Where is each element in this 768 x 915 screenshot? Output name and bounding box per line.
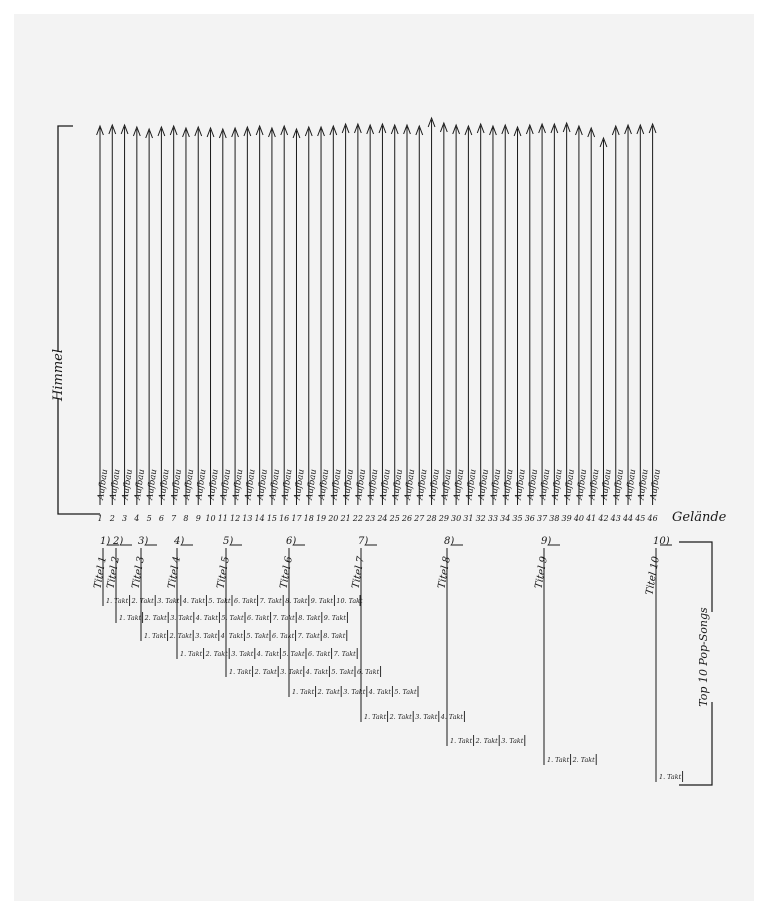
song-group [130, 536, 346, 641]
column-number: 32 [475, 514, 486, 523]
column-label: Aufbau [292, 468, 307, 501]
column-label: Aufbau [157, 468, 172, 501]
takt-label: 3. Takt [157, 597, 180, 605]
column-label: Aufbau [366, 468, 381, 501]
takt-label: 4. Takt [182, 597, 205, 605]
takt-label: 5. Takt [208, 597, 231, 605]
takt-label: 3. Takt [280, 668, 303, 676]
takt-label: 5. Takt [331, 668, 354, 676]
takt-label: 8. Takt [298, 614, 321, 622]
song-title: Titel 6 [278, 555, 295, 590]
column-number: 4 [134, 514, 140, 523]
column-number: 17 [291, 514, 302, 523]
column-label: Aufbau [96, 468, 111, 501]
song-number: 4) [174, 536, 185, 547]
column-label: Aufbau [489, 468, 504, 501]
takt-label: 5. Takt [246, 632, 269, 640]
column-number: 2 [109, 514, 115, 523]
takt-label: 10. Takt [336, 597, 363, 605]
song-number: 8) [444, 536, 455, 547]
takt-label: 3. Takt [195, 632, 218, 640]
column-number: 46 [647, 514, 658, 523]
column-label: Aufbau [108, 468, 123, 501]
takt-label: 5. Takt [221, 614, 244, 622]
column-number: 31 [463, 514, 474, 523]
column-number: 41 [586, 514, 597, 523]
column-number: 37 [536, 514, 548, 523]
song-group [644, 536, 682, 782]
column-number: 7 [171, 514, 177, 523]
song-title: Titel 3 [130, 555, 147, 590]
column-label: Aufbau [169, 468, 184, 501]
column-label: Aufbau [415, 468, 430, 501]
column-label: Aufbau [452, 468, 467, 501]
column-label: Aufbau [145, 468, 160, 501]
column-label: Aufbau [218, 468, 234, 501]
column-number: 3 [122, 514, 128, 523]
song-title: Titel 5 [215, 555, 232, 590]
column-number: 20 [328, 514, 339, 523]
column-number: 22 [352, 514, 363, 523]
takt-label: 6. Takt [357, 668, 380, 676]
takt-label: 1. Takt [229, 668, 252, 676]
column-number: 42 [598, 514, 609, 523]
column-number: 30 [451, 514, 462, 523]
column-number: 21 [340, 514, 351, 523]
column-label: Aufbau [550, 468, 565, 501]
column-label: Aufbau [624, 468, 639, 501]
column-number: 26 [401, 514, 413, 523]
takt-label: 1. Takt [144, 632, 167, 640]
column-label: Aufbau [341, 468, 356, 501]
column-label: Aufbau [267, 468, 283, 501]
column-number: 24 [377, 514, 388, 523]
song-title: Titel 9 [533, 555, 550, 590]
column-label: Aufbau [243, 468, 258, 501]
column-label: Aufbau [476, 468, 491, 501]
takt-label: 2. Takt [205, 650, 228, 658]
takt-label: 3. Takt [170, 614, 193, 622]
takt-label: 2. Takt [144, 614, 167, 622]
takt-label: 2. Takt [131, 597, 154, 605]
column-number: 27 [414, 514, 425, 523]
takt-label: 6. Takt [247, 614, 270, 622]
column-label: Aufbau [439, 468, 455, 501]
song-number: 10) [653, 536, 670, 547]
song-title: Titel 1 [92, 555, 109, 590]
takt-label: 4. Takt [220, 632, 243, 640]
column-label: Aufbau [574, 468, 590, 501]
takt-label: 4. Takt [368, 688, 391, 696]
takt-label: 2. Takt [254, 668, 277, 676]
takt-label: 7. Takt [333, 650, 356, 658]
column-label: Aufbau [562, 468, 577, 501]
takt-label: 8. Takt [285, 597, 308, 605]
column-number: 33 [487, 514, 499, 523]
column-label: Aufbau [599, 468, 614, 501]
takt-label: 1. Takt [180, 650, 203, 658]
column-label: Aufbau [587, 468, 602, 501]
column-number: 6 [158, 514, 164, 523]
song-number: 3) [138, 536, 149, 547]
column-number: 1 [97, 514, 103, 523]
column-number: 39 [561, 514, 572, 523]
column-label: Aufbau [538, 468, 553, 501]
takt-label: 5. Takt [394, 688, 417, 696]
takt-label: 1. Takt [450, 737, 473, 745]
song-title: Titel 10 [644, 555, 662, 596]
left-bracket [51, 126, 100, 514]
takt-label: 2. Takt [389, 713, 412, 721]
column-label: Aufbau [525, 468, 541, 501]
takt-label: 7. Takt [272, 614, 295, 622]
takt-label: 4. Takt [195, 614, 218, 622]
song-number: 6) [286, 536, 297, 547]
column-label: Aufbau [231, 468, 246, 501]
song-staircase-group [92, 536, 682, 782]
takt-label: 2. Takt [169, 632, 192, 640]
takt-label: 1. Takt [106, 597, 129, 605]
column-label: Aufbau [329, 468, 344, 501]
column-label: Aufbau [378, 468, 393, 501]
takt-label: 9. Takt [310, 597, 333, 605]
column-label: Aufbau [427, 468, 442, 501]
column-label: Aufbau [648, 468, 663, 501]
column-label: Aufbau [353, 468, 369, 501]
column-number: 19 [315, 514, 327, 523]
takt-label: 2. Takt [317, 688, 340, 696]
column-number: 5 [146, 514, 152, 523]
column-number: 18 [303, 514, 314, 523]
column-label: Aufbau [501, 468, 516, 501]
column-number: 14 [254, 514, 265, 523]
takt-label: 6. Takt [272, 632, 295, 640]
column-number: 28 [426, 514, 437, 523]
column-label: Aufbau [194, 468, 209, 501]
song-number: 1) [100, 536, 111, 547]
song-title: Titel 4 [166, 555, 183, 590]
takt-label: 7. Takt [297, 632, 320, 640]
column-label: Aufbau [464, 468, 479, 501]
column-number: 16 [279, 514, 290, 523]
column-label: Aufbau [304, 468, 320, 501]
right-bracket [679, 542, 712, 785]
column-number: 43 [610, 514, 621, 523]
column-number: 15 [266, 514, 278, 523]
column-number: 13 [242, 514, 253, 523]
column-label: Aufbau [120, 468, 135, 501]
column-number: 10 [205, 514, 216, 523]
takt-label: 1. Takt [547, 756, 570, 764]
left-bracket-label: Himmel [51, 349, 66, 401]
takt-label: 3. Takt [501, 737, 524, 745]
takt-label: 6. Takt [234, 597, 257, 605]
column-number: 35 [512, 514, 523, 523]
takt-label: 5. Takt [282, 650, 305, 658]
column-number: 9 [195, 514, 201, 523]
takt-label: 4. Takt [440, 713, 463, 721]
song-number: 2) [113, 536, 124, 547]
song-number: 7) [358, 536, 369, 547]
column-number: 34 [500, 514, 511, 523]
column-number: 11 [217, 514, 228, 523]
takt-label: 1. Takt [659, 773, 682, 781]
takt-label: 8. Takt [323, 632, 346, 640]
column-number: 38 [549, 514, 560, 523]
column-label: Aufbau [255, 468, 270, 501]
song-title: Titel 7 [350, 555, 367, 590]
column-label: Aufbau [280, 468, 295, 501]
column-number: 40 [573, 514, 585, 523]
takt-label: 1. Takt [119, 614, 142, 622]
column-label: Aufbau [206, 468, 221, 501]
takt-label: 1. Takt [292, 688, 315, 696]
baseline-label: Gelände [672, 510, 727, 525]
takt-label: 6. Takt [308, 650, 331, 658]
takt-label: 4. Takt [305, 668, 328, 676]
takt-label: 3. Takt [415, 713, 438, 721]
right-bracket-label: Top 10 Pop-Songs [697, 607, 710, 707]
takt-label: 9. Takt [323, 614, 346, 622]
takt-label: 2. Takt [572, 756, 595, 764]
column-label: Aufbau [132, 468, 148, 501]
column-label: Aufbau [403, 468, 418, 501]
takt-label: 3. Takt [231, 650, 254, 658]
column-label: Aufbau [636, 468, 651, 501]
takt-label: 3. Takt [343, 688, 366, 696]
column-number: 36 [524, 514, 535, 523]
song-title: Titel 2 [105, 555, 122, 590]
takt-label: 2. Takt [475, 737, 498, 745]
takt-label: 1. Takt [364, 713, 387, 721]
column-label: Aufbau [390, 468, 405, 501]
column-number: 29 [438, 514, 449, 523]
takt-label: 7. Takt [259, 597, 282, 605]
song-group [533, 536, 596, 765]
takt-label: 4. Takt [256, 650, 279, 658]
column-number: 8 [183, 514, 189, 523]
column-number: 23 [365, 514, 376, 523]
column-label: Aufbau [182, 468, 197, 501]
column-number: 12 [229, 514, 241, 523]
column-number: 25 [389, 514, 400, 523]
column-label: Aufbau [317, 468, 332, 501]
song-number: 5) [223, 536, 234, 547]
song-title: Titel 8 [436, 555, 453, 590]
column-label: Aufbau [611, 468, 627, 501]
column-number: 45 [635, 514, 646, 523]
song-number: 9) [541, 536, 552, 547]
arrow-column-group [96, 118, 663, 523]
column-number: 44 [622, 514, 634, 523]
column-label: Aufbau [513, 468, 528, 501]
